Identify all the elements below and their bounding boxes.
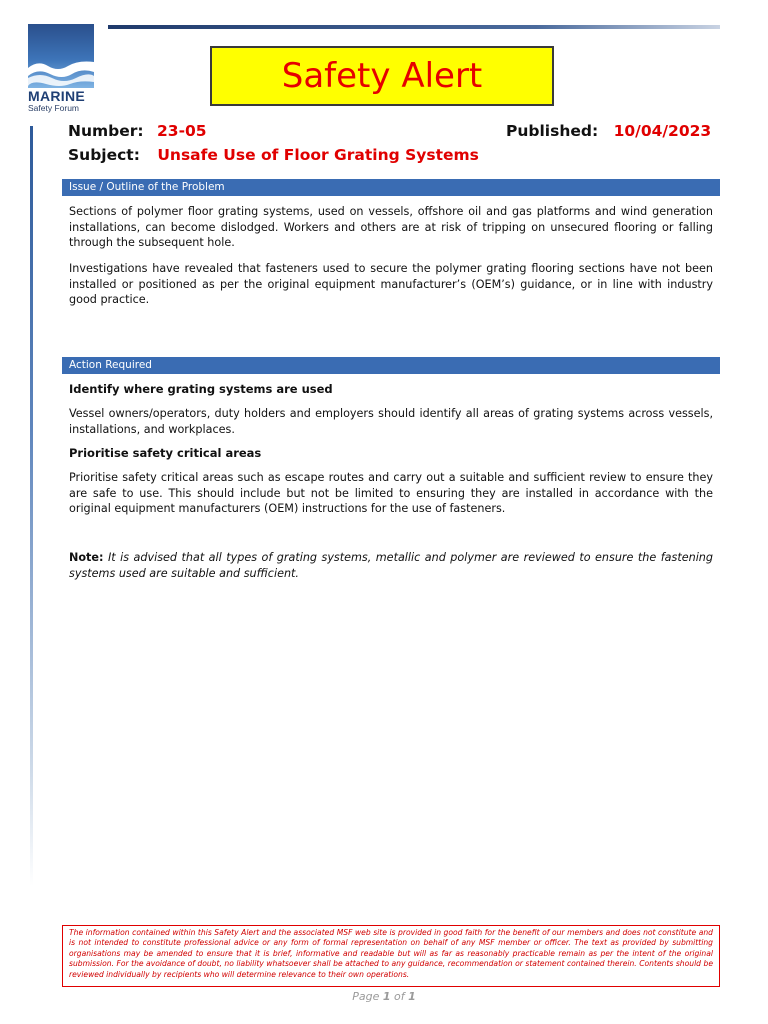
number-label: Number: bbox=[68, 122, 144, 140]
alert-number bbox=[68, 122, 207, 140]
note-label: Note: bbox=[69, 551, 104, 564]
logo-text-safety-forum: Safety Forum bbox=[28, 103, 80, 113]
action-paragraph-identify: Vessel owners/operators, duty holders and employers should identify all areas of grating systems across vessels, installations, and workplaces. bbox=[69, 407, 713, 436]
top-divider bbox=[108, 25, 720, 29]
logo-text-marine: MARINE bbox=[28, 88, 86, 104]
number-value: 23-05 bbox=[157, 122, 207, 140]
page-total: 1 bbox=[408, 990, 416, 1003]
disclaimer-box: The information contained within this Safety Alert and the associated MSF web site is provided in good faith for the benefit of our members and does not constitute and is not intended to constitute professional advice or any form of formal representation on behalf of any MSF member or officer. The text as provided by submitting organisations may be amended to ensure that it is brief, informative and readable but will as far as reasonably practicable remain as per the intent of the original submission. For the avoidance of doubt, no liability whatsoever shall be attached to any guidance, recommendation or statement contained therein. Contents should be reviewed individually by recipients who will determine relevance to their own operations. bbox=[62, 925, 720, 987]
issue-paragraph-1: Sections of polymer floor grating systems, used on vessels, offshore oil and gas platforms and wind generation installations, can become dislodged. Workers and others are at risk of tripping on unsecured flooring or falling through the subsequent hole. bbox=[69, 205, 713, 249]
subject-value: Unsafe Use of Floor Grating Systems bbox=[157, 146, 479, 164]
published-value: 10/04/2023 bbox=[613, 122, 712, 140]
section-header-issue: Issue / Outline of the Problem bbox=[62, 179, 720, 196]
section-header-action: Action Required bbox=[62, 357, 720, 374]
wave-logo-icon bbox=[28, 24, 94, 88]
marine-safety-forum-logo bbox=[28, 24, 94, 113]
page-number: 1 bbox=[382, 990, 391, 1003]
issue-paragraph-2: Investigations have revealed that fasteners used to secure the polymer grating flooring sections have not been installed or positioned as per the original equipment manufacturer’s (OEM’s) guidance, or in line with industry good practice. bbox=[69, 262, 713, 306]
published-date bbox=[506, 122, 711, 140]
subject-label: Subject: bbox=[68, 146, 140, 164]
note-text: It is advised that all types of grating systems, metallic and polymer are reviewed to ensure the fastening systems used are suitable and sufficient. bbox=[69, 551, 713, 580]
note-paragraph bbox=[69, 550, 713, 581]
subject bbox=[68, 146, 479, 164]
of-word: of bbox=[394, 990, 405, 1003]
left-divider bbox=[30, 126, 33, 886]
page-word: Page bbox=[352, 990, 380, 1003]
action-paragraph-prioritise: Prioritise safety critical areas such as escape routes and carry out a suitable and sufficient review to ensure they are safe to use. This should include but not be limited to ensuring they are installed in accordance with the original equipment manufacturers (OEM) instructions for the use of fasteners. bbox=[69, 471, 713, 515]
action-subhead-prioritise: Prioritise safety critical areas bbox=[69, 446, 262, 460]
title-banner bbox=[210, 46, 554, 106]
page-indicator bbox=[0, 990, 768, 1003]
action-subhead-identify: Identify where grating systems are used bbox=[69, 382, 333, 396]
page-title: Safety Alert bbox=[281, 56, 483, 96]
published-label: Published: bbox=[506, 122, 599, 140]
